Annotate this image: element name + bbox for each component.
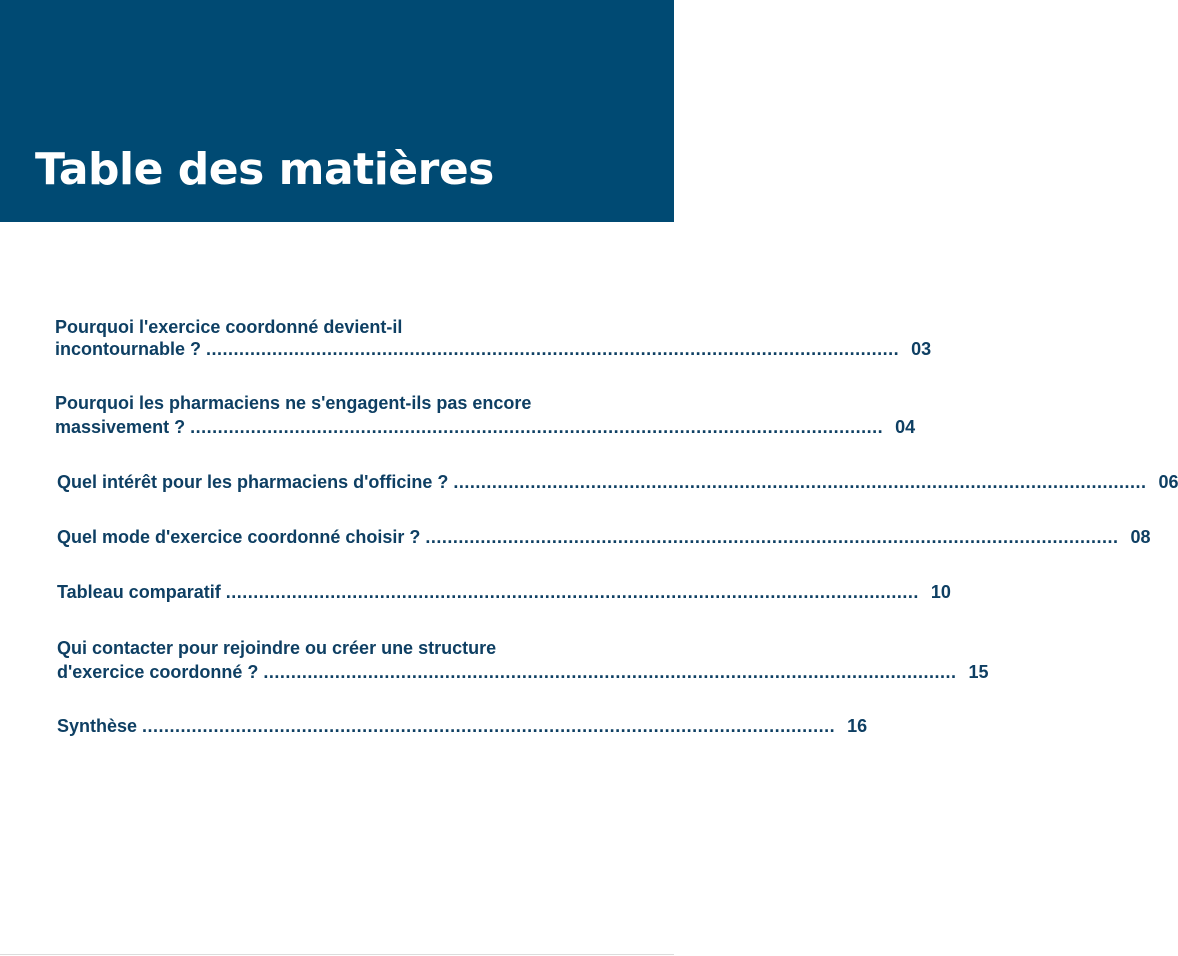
toc-entry[interactable] — [57, 637, 989, 685]
toc-entry-title-line: Pourquoi les pharmaciens ne s'engagent-ils pas encore — [55, 393, 532, 413]
toc-entry-row — [57, 661, 989, 683]
toc-page-number: 16 — [847, 716, 868, 736]
toc-entry[interactable] — [57, 581, 951, 605]
toc-entry-row — [55, 338, 932, 360]
dot-leader: .............................................................................................................................. — [453, 472, 1147, 492]
toc-entry-row — [57, 526, 1151, 548]
dot-leader: .............................................................................................................................. — [225, 582, 919, 602]
toc-entry[interactable] — [57, 526, 1151, 550]
page-title: Table des matières — [35, 144, 494, 195]
toc-entry-title: massivement ? — [55, 417, 186, 437]
footer-divider — [0, 954, 674, 955]
toc-entry[interactable] — [55, 316, 932, 362]
dot-leader: .............................................................................................................................. — [142, 716, 836, 736]
toc-entry-row — [57, 471, 1178, 493]
toc-entry-title: d'exercice coordonné ? — [57, 662, 259, 682]
toc-entry[interactable] — [57, 715, 868, 739]
dot-leader: .............................................................................................................................. — [206, 339, 900, 359]
toc-page-number: 08 — [1130, 527, 1151, 547]
toc-entry[interactable] — [57, 471, 1178, 495]
toc-entry-title: incontournable ? — [55, 339, 201, 359]
toc-page-number: 10 — [930, 582, 951, 602]
toc-entry-title: Synthèse — [57, 716, 138, 736]
toc-entry-title: Quel intérêt pour les pharmaciens d'officine ? — [57, 472, 449, 492]
dot-leader: .............................................................................................................................. — [190, 417, 884, 437]
toc-page-number: 03 — [911, 339, 932, 359]
toc-entry-title-line: Qui contacter pour rejoindre ou créer une structure — [57, 638, 497, 658]
toc-entry-row — [55, 416, 916, 438]
dot-leader: .............................................................................................................................. — [425, 527, 1119, 547]
toc-entry-row — [57, 581, 951, 603]
toc-entry[interactable] — [55, 392, 916, 440]
toc-entry-title: Quel mode d'exercice coordonné choisir ? — [57, 527, 421, 547]
toc-entry-title-line: Pourquoi l'exercice coordonné devient-il — [55, 317, 403, 337]
toc-entry-title: Tableau comparatif — [57, 582, 221, 602]
toc-page-number: 06 — [1158, 472, 1178, 492]
toc-page-number: 15 — [968, 662, 989, 682]
dot-leader: .............................................................................................................................. — [263, 662, 957, 682]
toc-entry-row — [57, 715, 868, 737]
toc-page-number: 04 — [895, 417, 916, 437]
